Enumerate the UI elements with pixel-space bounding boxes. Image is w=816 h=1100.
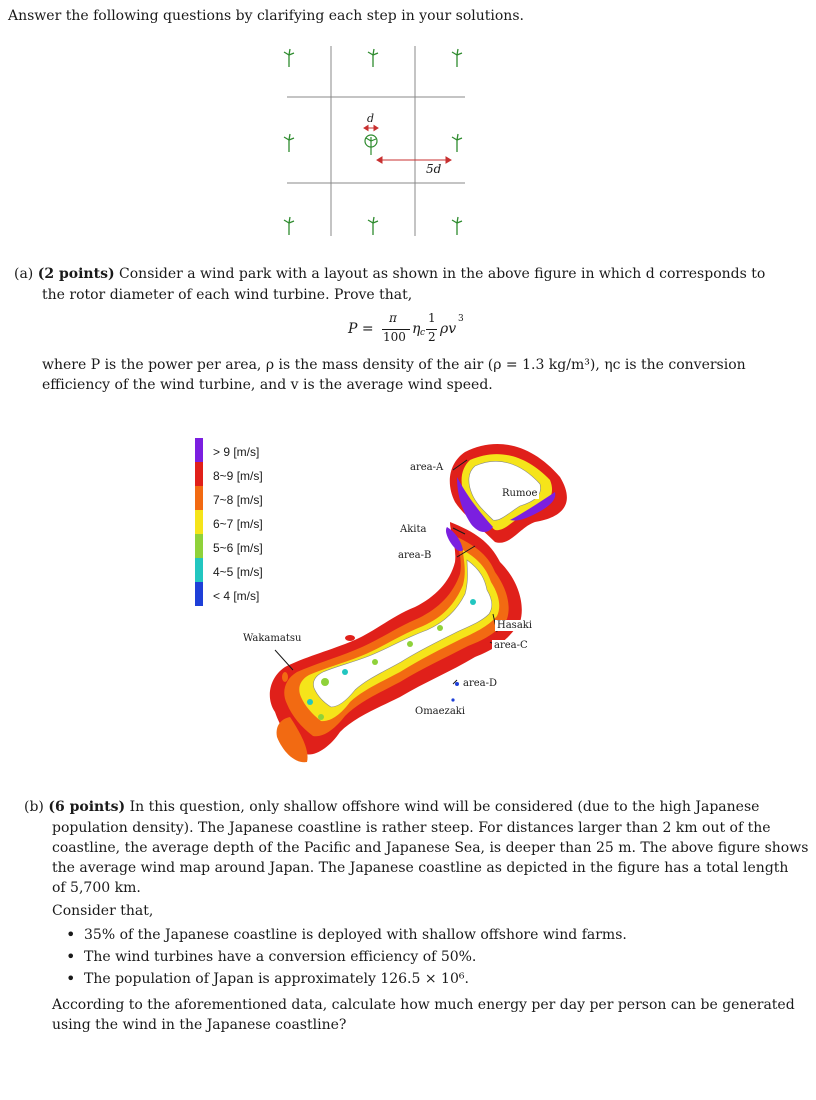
rotor-diameter-label: d [367, 112, 375, 125]
formula-eta: η [412, 321, 421, 337]
legend-entry: 6~7 [m/s] [213, 517, 263, 531]
legend-swatch [195, 582, 203, 606]
legend-swatch [195, 438, 203, 462]
part-a-text1: Consider a wind park with a layout as shown in the above figure in which d corresponds to [119, 266, 766, 282]
turbine-icons [284, 49, 462, 235]
part-b-line5: of 5,700 km. [52, 880, 141, 896]
intro-text: Answer the following questions by clarifying each step in your solutions. [8, 8, 524, 24]
legend-entry: < 4 [m/s] [213, 589, 260, 603]
japan-wind-map [195, 432, 575, 767]
part-b-label: (b) [24, 799, 44, 815]
part-b-text1: In this question, only shallow offshore wind will be considered (due to the high Japanese [129, 799, 760, 815]
legend-entry: 5~6 [m/s] [213, 541, 263, 555]
center-turbine-icon [365, 135, 377, 155]
part-a-where2: efficiency of the wind turbine, and v is the average wind speed. [42, 377, 493, 393]
part-a-where1: where P is the power per area, ρ is the mass density of the air (ρ = 1.3 kg/m³), ηc is the conversion [42, 357, 746, 373]
power-formula [348, 313, 498, 353]
formula-lhs: P = [348, 321, 374, 337]
legend-swatch [195, 534, 203, 558]
part-b-line2: population density). The Japanese coastline is rather steep. For distances larger than 2 km out of the [52, 820, 771, 836]
part-a-points: (2 points) [37, 266, 115, 282]
bullet-item-population: • The population of Japan is approximately 126.5 × 10⁶. [84, 969, 469, 989]
japan-map-svg [235, 432, 575, 767]
legend-entry: 4~5 [m/s] [213, 565, 263, 579]
consider-text: Consider that, [52, 903, 154, 919]
formula-rho-v: ρv [440, 321, 457, 337]
place-area-b: area-B [398, 550, 432, 561]
part-b-line1 [24, 797, 759, 817]
place-area-d: area-D [463, 678, 498, 689]
bullet-item-efficiency: • The wind turbines have a conversion efficiency of 50%. [84, 947, 476, 967]
place-hasaki: Hasaki [497, 620, 533, 631]
part-a-line2: the rotor diameter of each wind turbine. Prove that, [42, 287, 413, 303]
wind-park-layout-figure [265, 40, 480, 250]
part-a-label: (a) [14, 266, 34, 282]
question-line1: According to the aforementioned data, calculate how much energy per day per person can be generated [52, 997, 795, 1013]
legend-entry: 8~9 [m/s] [213, 469, 263, 483]
place-rumoe: Rumoe [502, 488, 538, 499]
place-area-c: area-C [494, 640, 528, 651]
place-akita: Akita [400, 524, 427, 535]
question-line2: using the wind in the Japanese coastline? [52, 1017, 347, 1033]
part-b-line3: coastline, the average depth of the Pacific and Japanese Sea, is deeper than 25 m. The above figure shows [52, 840, 809, 856]
legend-swatch [195, 558, 203, 582]
part-b-points: (6 points) [48, 799, 126, 815]
place-wakamatsu: Wakamatsu [243, 633, 302, 644]
formula-one: 1 [428, 311, 436, 325]
legend-color-bar [195, 438, 203, 608]
bullet-item-coastline: • 35% of the Japanese coastline is deployed with shallow offshore wind farms. [84, 925, 627, 945]
formula-pi: π [389, 311, 397, 325]
formula-c: c [420, 328, 426, 338]
legend-entry: > 9 [m/s] [213, 445, 260, 459]
part-b-line4: the average wind map around Japan. The Japanese coastline as depicted in the figure has a total length [52, 860, 789, 876]
formula-cube: 3 [458, 314, 464, 324]
legend-swatch [195, 510, 203, 534]
place-area-a: area-A [410, 462, 444, 473]
formula-two: 2 [428, 330, 436, 344]
part-a-line1 [14, 264, 765, 284]
legend-entry: 7~8 [m/s] [213, 493, 263, 507]
legend-swatch [195, 486, 203, 510]
legend-swatch [195, 462, 203, 486]
place-omaezaki: Omaezaki [415, 706, 466, 717]
formula-hundred: 100 [383, 330, 406, 344]
spacing-label: 5d [426, 162, 442, 176]
